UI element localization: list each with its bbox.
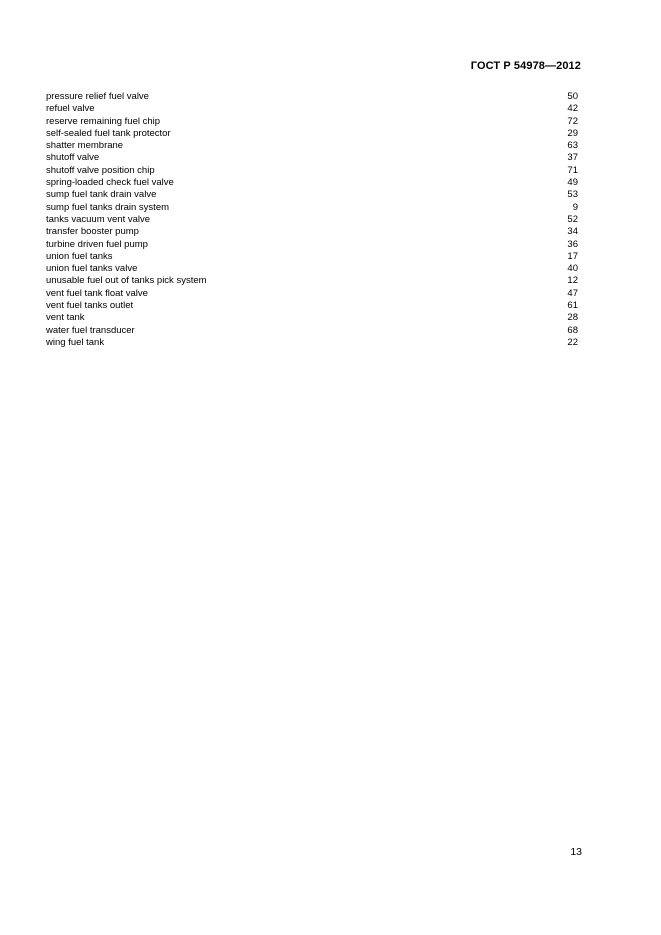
- index-term: reserve remaining fuel chip: [46, 115, 161, 127]
- index-entry: [46, 312, 578, 324]
- index-number: 68: [567, 324, 578, 336]
- index-entry: [46, 263, 578, 275]
- index-number: 72: [567, 115, 578, 127]
- index-term: spring-loaded check fuel valve: [46, 177, 174, 189]
- index-number: 40: [567, 263, 578, 275]
- index-term: union fuel tanks: [46, 250, 113, 262]
- index-number: 49: [567, 177, 578, 189]
- index-entry: [46, 275, 578, 287]
- index-term: sump fuel tank drain valve: [46, 189, 157, 201]
- index-entry: [46, 239, 578, 251]
- index-term: turbine driven fuel pump: [46, 238, 148, 250]
- index-term: transfer booster pump: [46, 226, 139, 238]
- index-term: vent fuel tank float valve: [46, 287, 148, 299]
- index-number: 17: [567, 250, 578, 262]
- index-number: 52: [567, 213, 578, 225]
- index-number: 36: [567, 238, 578, 250]
- index-entry: [46, 128, 578, 140]
- document-id-header: ГОСТ Р 54978—2012: [470, 60, 581, 72]
- index-term: wing fuel tank: [46, 336, 105, 348]
- index-entry: [46, 116, 578, 128]
- index-term: shutoff valve: [46, 152, 100, 164]
- index-number: 29: [567, 127, 578, 139]
- term-index-list: [46, 91, 578, 349]
- index-number: 71: [567, 164, 578, 176]
- index-term: shutoff valve position chip: [46, 164, 155, 176]
- index-term: vent tank: [46, 312, 85, 324]
- index-term: tanks vacuum vent valve: [46, 213, 151, 225]
- index-term: unusable fuel out of tanks pick system: [46, 275, 207, 287]
- index-number: 37: [567, 152, 578, 164]
- index-entry: [46, 177, 578, 189]
- index-number: 9: [572, 201, 578, 213]
- index-entry: [46, 202, 578, 214]
- index-number: 63: [567, 140, 578, 152]
- index-number: 53: [567, 189, 578, 201]
- index-term: sump fuel tanks drain system: [46, 201, 170, 213]
- index-entry: [46, 165, 578, 177]
- index-entry: [46, 140, 578, 152]
- index-entry: [46, 152, 578, 164]
- index-term: refuel valve: [46, 103, 95, 115]
- index-entry: [46, 251, 578, 263]
- index-number: 50: [567, 91, 578, 102]
- index-number: 34: [567, 226, 578, 238]
- index-number: 42: [567, 103, 578, 115]
- page-number: 13: [570, 846, 582, 858]
- index-entry: [46, 226, 578, 238]
- index-term: union fuel tanks valve: [46, 263, 138, 275]
- index-term: vent fuel tanks outlet: [46, 300, 134, 312]
- index-number: 22: [567, 336, 578, 348]
- index-term: pressure relief fuel valve: [46, 91, 149, 102]
- index-number: 12: [567, 275, 578, 287]
- index-entry: [46, 103, 578, 115]
- index-entry: [46, 337, 578, 349]
- index-number: 47: [567, 287, 578, 299]
- index-term: shatter membrane: [46, 140, 124, 152]
- index-entry: [46, 189, 578, 201]
- index-term: self-sealed fuel tank protector: [46, 127, 171, 139]
- index-entry: [46, 288, 578, 300]
- index-entry: [46, 300, 578, 312]
- index-entry: [46, 91, 578, 103]
- index-number: 28: [567, 312, 578, 324]
- index-entry: [46, 214, 578, 226]
- index-entry: [46, 325, 578, 337]
- index-term: water fuel transducer: [46, 324, 135, 336]
- index-number: 61: [567, 300, 578, 312]
